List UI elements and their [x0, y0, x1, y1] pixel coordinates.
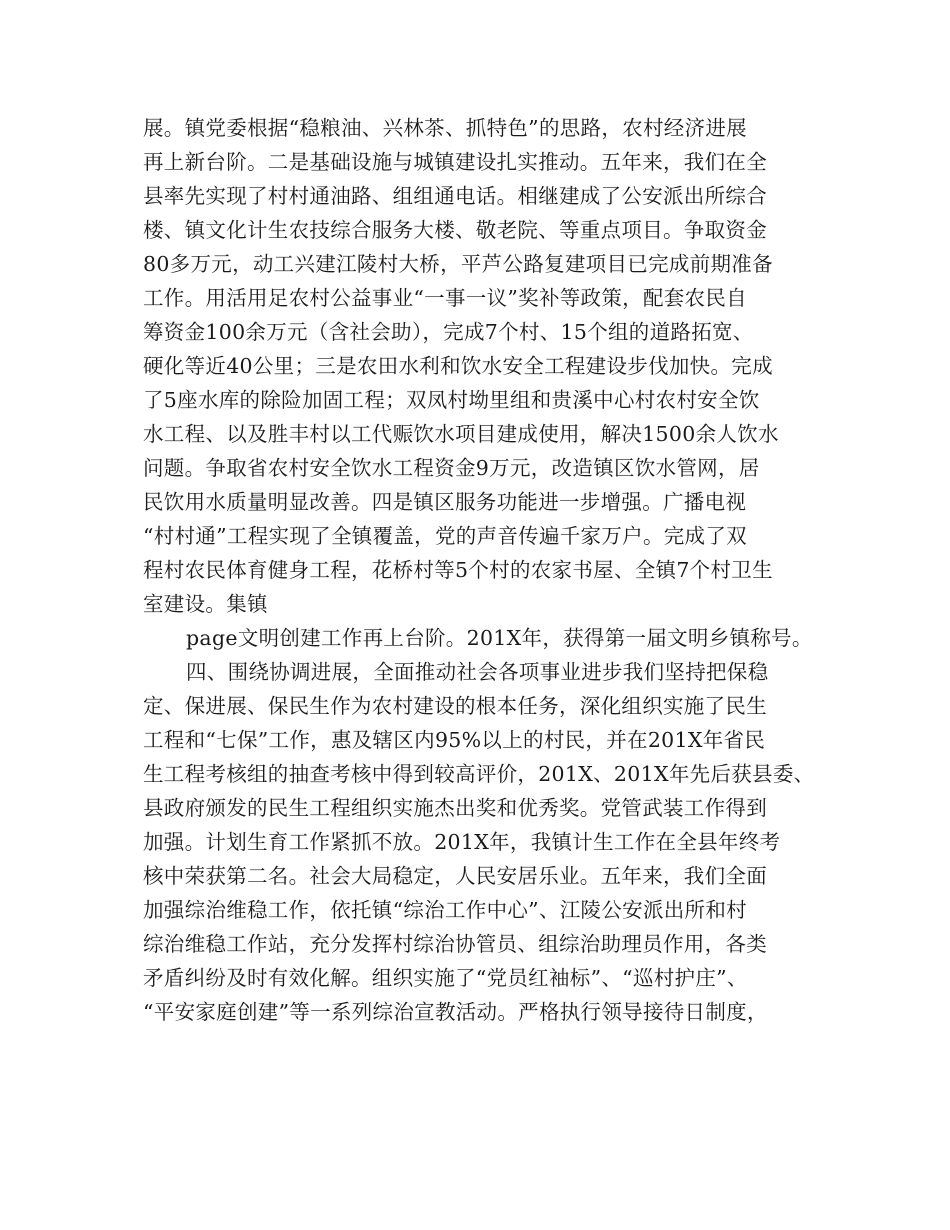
text-line: 核中荣获第二名。社会大局稳定，人民安居乐业。五年来，我们全面 [143, 864, 767, 888]
text-line: 硬化等近40公里；三是农田水利和饮水安全工程建设步伐加快。完成 [143, 354, 773, 378]
text-line: 县政府颁发的民生工程组织实施杰出奖和优秀奖。党管武装工作得到 [143, 796, 767, 820]
text-line: 展。镇党委根据“稳粮油、兴林茶、抓特色”的思路，农村经济进展 [143, 116, 747, 140]
text-line: “村村通”工程实现了全镇覆盖，党的声音传遍千家万户。完成了双 [143, 524, 747, 548]
text-line: 水工程、以及胜丰村以工代赈饮水项目建成使用，解决1500余人饮水 [143, 422, 779, 446]
text-line: 80多万元，动工兴建江陵村大桥，平芦公路复建项目已完成前期准备 [143, 252, 773, 276]
text-line: 定、保进展、保民生作为农村建设的根本任务，深化组织实施了民生 [143, 694, 767, 718]
text-line: 综治维稳工作站，充分发挥村综治协管员、组综治助理员作用，各类 [143, 932, 767, 956]
text-line: 程村农民体育健身工程，花桥村等5个村的农家书屋、全镇7个村卫生 [143, 558, 773, 582]
text-line: 了5座水库的除险加固工程；双凤村坳里组和贵溪中心村农村安全饮 [143, 388, 760, 412]
text-line: 再上新台阶。二是基础设施与城镇建设扎实推动。五年来，我们在全 [143, 150, 767, 174]
text-line: 问题。争取省农村安全饮水工程资金9万元，改造镇区饮水管网，居 [143, 456, 760, 480]
text-line: “平安家庭创建”等一系列综治宣教活动。严格执行领导接待日制度， [143, 1000, 768, 1024]
text-line: 筹资金100余万元（含社会助），完成7个村、15个组的道路拓宽、 [143, 320, 754, 344]
text-line: 矛盾纠纷及时有效化解。组织实施了“党员红袖标”、“巡村护庄”、 [143, 966, 748, 990]
text-line: page文明创建工作再上台阶。201X年，获得第一届文明乡镇称号。 [186, 626, 813, 650]
text-line: 工程和“七保”工作，惠及辖区内95%以上的村民，并在201X年省民 [143, 728, 766, 752]
text-line: 民饮用水质量明显改善。四是镇区服务功能进一步增强。广播电视 [143, 490, 747, 514]
text-line: 县率先实现了村村通油路、组组通电话。相继建成了公安派出所综合 [143, 184, 767, 208]
text-line: 加强综治维稳工作，依托镇“综治工作中心”、江陵公安派出所和村 [143, 898, 747, 922]
text-line: 楼、镇文化计生农技综合服务大楼、敬老院、等重点项目。争取资金 [143, 218, 767, 242]
paragraph-heading: 四、围绕协调进展，全面推动社会各项事业进步我们坚持把保稳 [186, 660, 769, 684]
text-line: 室建设。集镇 [143, 592, 268, 616]
text-line: 生工程考核组的抽查考核中得到较高评价，201X、201X年先后获县委、 [143, 762, 815, 786]
text-line: 工作。用活用足农村公益事业“一事一议”奖补等政策，配套农民自 [143, 286, 747, 310]
text-line: 加强。计划生育工作紧抓不放。201X年，我镇计生工作在全县年终考 [143, 830, 781, 854]
